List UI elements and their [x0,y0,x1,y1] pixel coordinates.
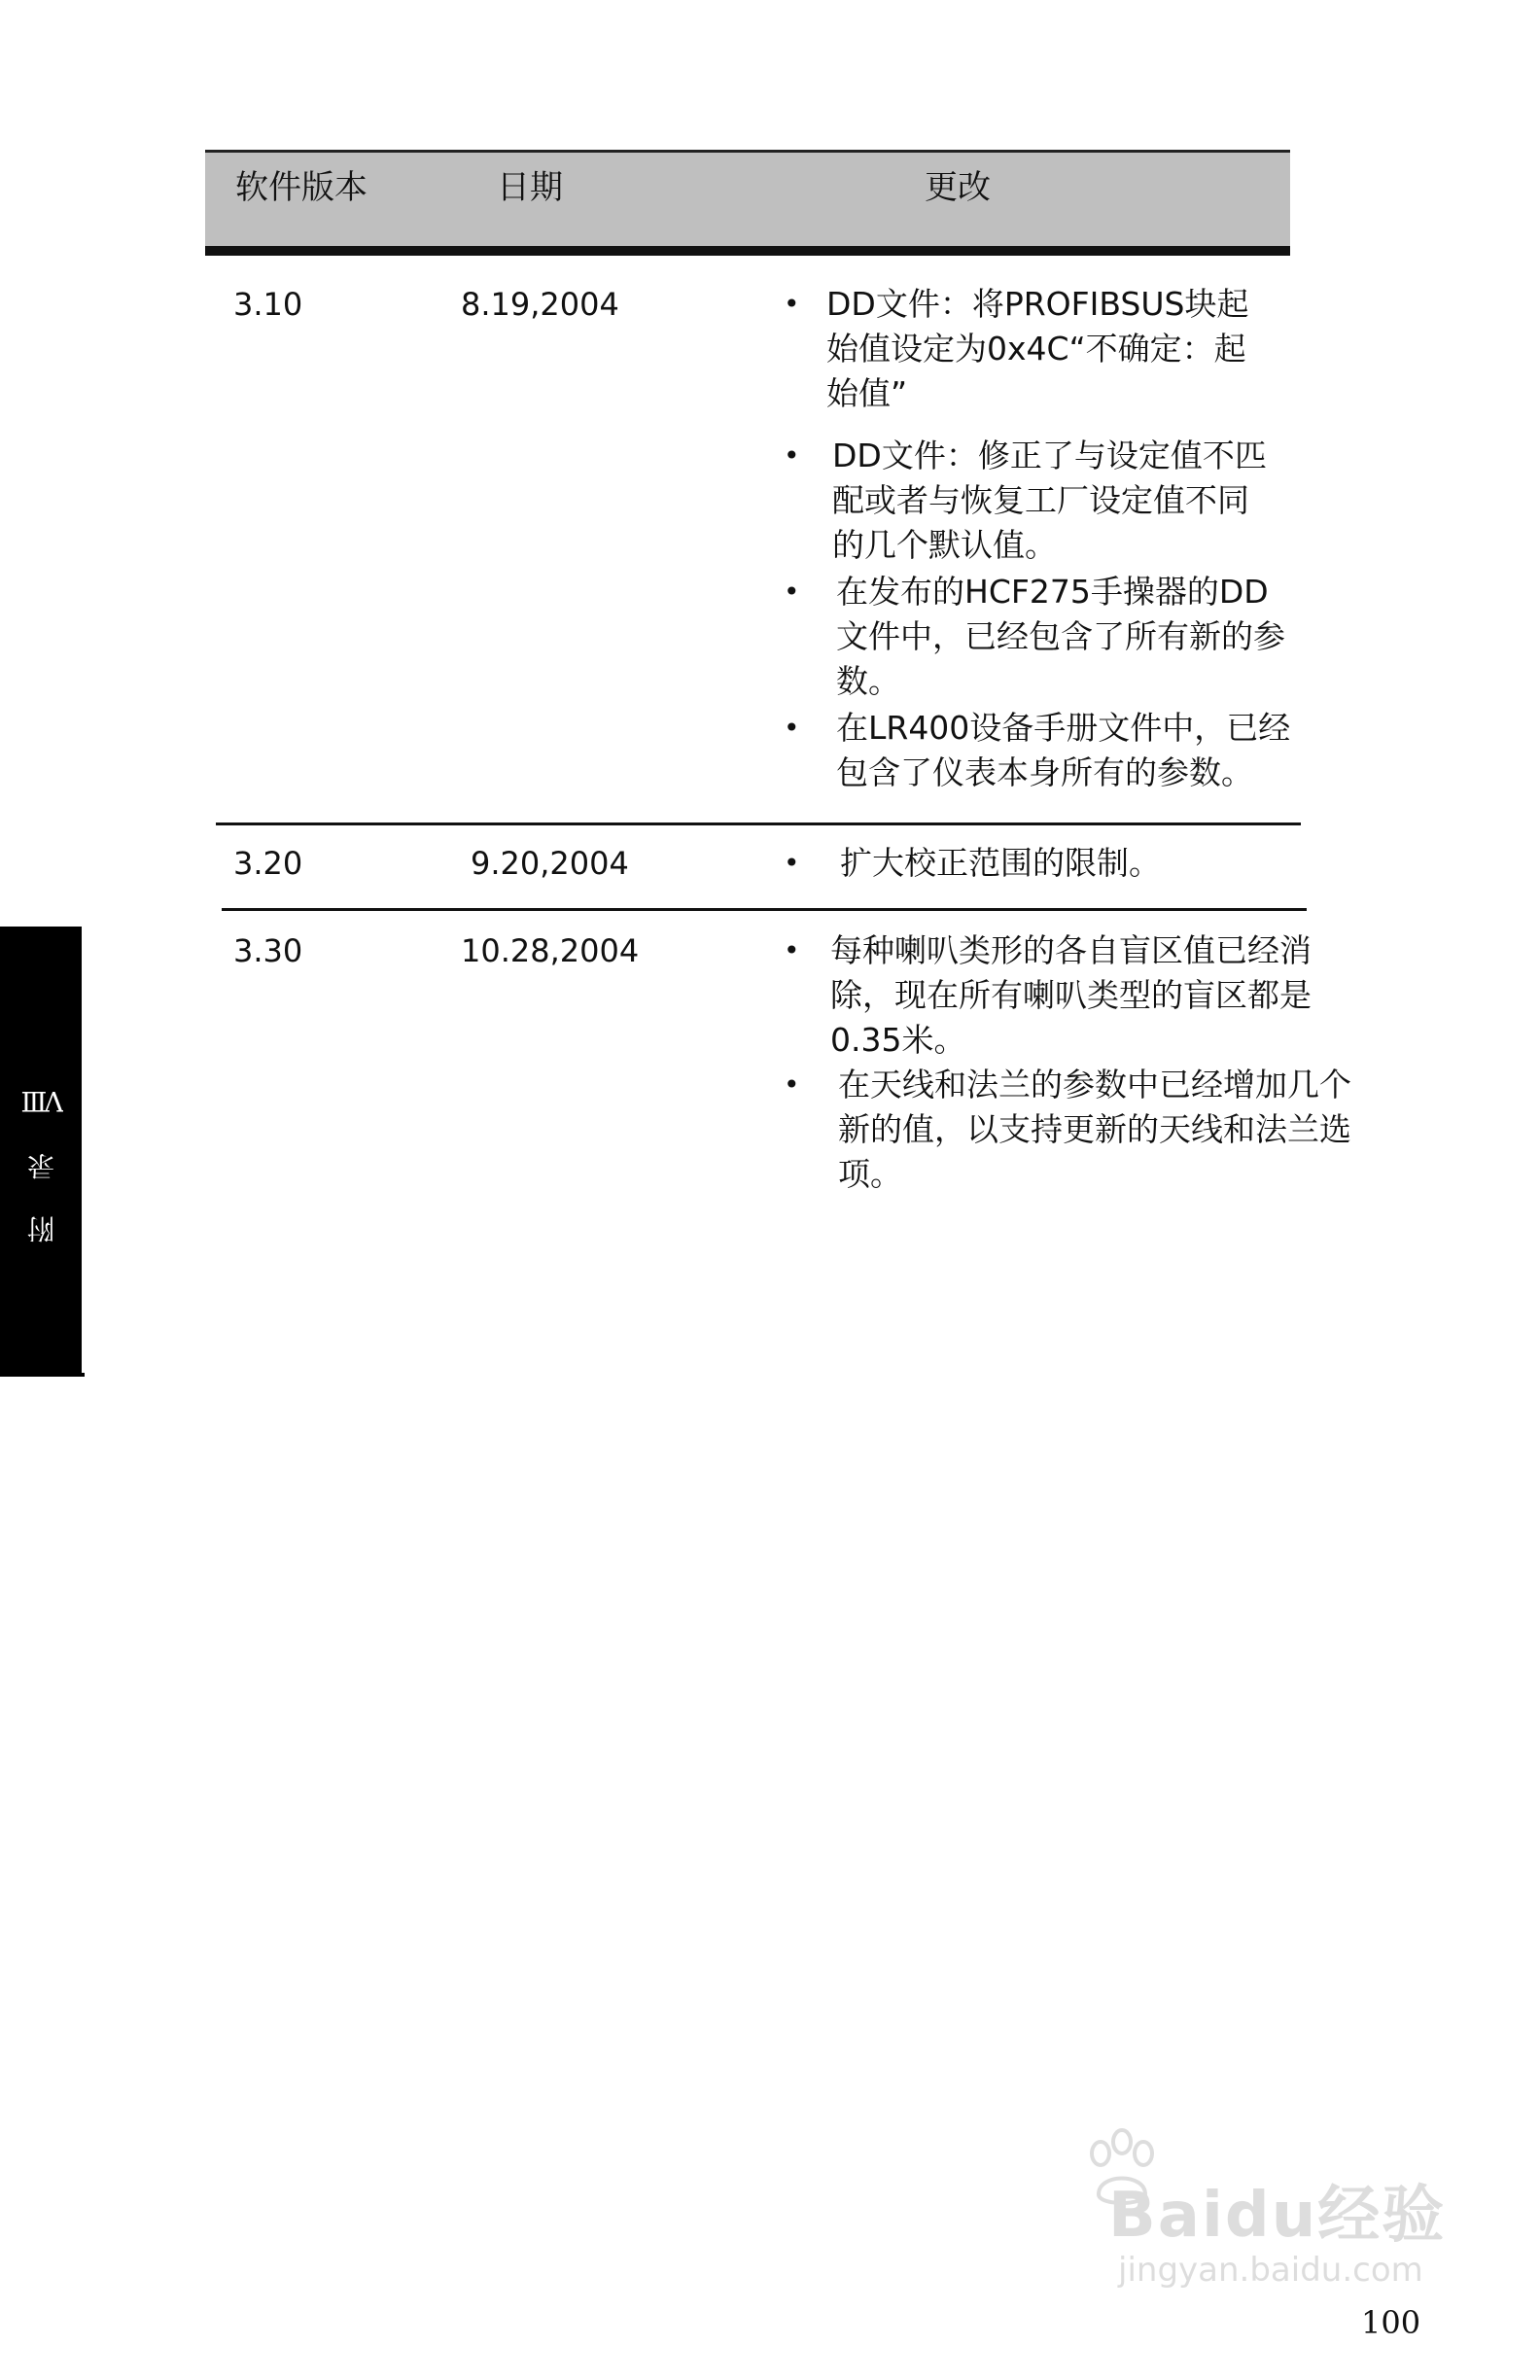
bullet-marker: • [784,288,800,320]
row-version: 3.10 [233,286,303,323]
row-version: 3.20 [233,845,303,882]
header-changes: 更改 [925,168,991,207]
change-item: 每种喇叭类形的各自盲区值已经消 除，现在所有喇叭类型的盲区都是 0.35米。 [830,931,1312,1059]
bullet-marker: • [784,439,800,472]
row-date: 10.28,2004 [461,932,640,969]
bullet-marker: • [784,1068,800,1101]
change-item: 扩大校正范围的限制。 [840,844,1161,882]
row-date: 9.20,2004 [471,845,629,882]
baidu-watermark [1079,2124,1449,2299]
row-divider [222,908,1307,911]
header-date: 日期 [497,168,563,207]
bullet-marker: • [784,712,800,744]
row-date: 8.19,2004 [461,286,619,323]
watermark-brand: Baidu经验 [1108,2180,1447,2252]
change-item: 在天线和法兰的参数中已经增加几个 新的值，以支持更新的天线和法兰选 项。 [838,1066,1351,1193]
bullet-marker: • [784,847,800,879]
bullet-marker: • [784,576,800,608]
change-item: DD文件：将PROFIBSUS块起 始值设定为0x4C“不确定：起 始值” [826,285,1249,412]
watermark-url: jingyan.baidu.com [1118,2251,1423,2290]
page-number: 100 [1361,2304,1421,2341]
appendix-side-tab-edge [0,1373,85,1377]
change-item: 在LR400设备手册文件中，已经 包含了仪表本身所有的参数。 [836,709,1291,791]
appendix-side-label-text: 附 录 Ⅷ [26,1070,58,1243]
row-divider [216,822,1301,825]
bullet-marker: • [784,934,800,966]
table-header-bottom-rule [205,246,1290,256]
change-item: DD文件：修正了与设定值不匹 配或者与恢复工厂设定值不同 的几个默认值。 [832,437,1267,564]
change-item: 在发布的HCF275手操器的DD 文件中，已经包含了所有新的参 数。 [836,573,1285,700]
row-version: 3.30 [233,932,303,969]
table-header-band [205,153,1290,246]
header-version: 软件版本 [235,168,368,207]
appendix-side-label [23,1069,62,1244]
